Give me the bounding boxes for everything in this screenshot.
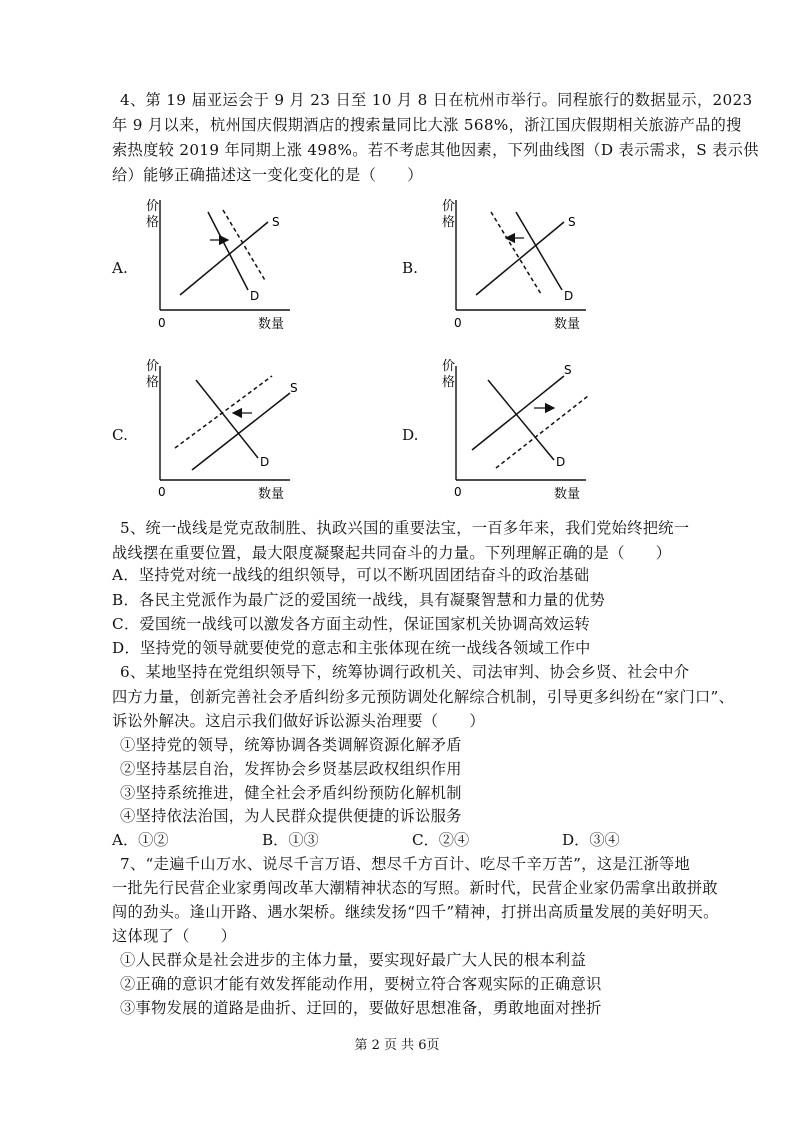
supply-curve (192, 393, 290, 470)
supply-demand-graph-d (436, 358, 596, 508)
origin-label: 0 (158, 316, 166, 330)
axis-qty-label: 数量 (554, 487, 581, 502)
supply-label: S (568, 215, 576, 229)
demand-label: D (250, 289, 260, 303)
supply-curve (180, 222, 268, 295)
q6-stem-line-3: 诉讼外解决。这启示我们做好诉讼源头治理要（ ） (112, 712, 485, 730)
origin-label: 0 (454, 316, 462, 330)
supply-demand-graph-b (436, 190, 596, 340)
q7-item-1: ①人民群众是社会进步的主体力量，要实现好最广大人民的根本利益 (120, 951, 587, 969)
q6-choice-a: A．①② (112, 831, 169, 849)
axis-price-label: 价 (146, 199, 160, 214)
q5-option-c: C．爱国统一战线可以激发各方面主动性，保证国家机关协调高效运转 (112, 615, 591, 633)
axis-price-label-2: 格 (442, 375, 456, 390)
q4-stem-line-1: 4、第 19 届亚运会于 9 月 23 日至 10 月 8 日在杭州市举行。同程旅行的数据显示，2023 (120, 91, 753, 109)
q6-choice-c: C．②④ (412, 831, 470, 849)
demand-label: D (556, 455, 566, 469)
graph-d-label: D. (402, 426, 419, 444)
q7-stem-line-1: 7、“走遍千山万水、说尽千言万语、想尽千方百计、吃尽千辛万苦”，这是江浙等地 (120, 855, 691, 873)
q5-option-b: B．各民主党派作为最广泛的爱国统一战线，具有凝聚智慧和力量的优势 (112, 591, 606, 609)
supply-curve (476, 222, 564, 295)
supply-curve-shifted (175, 376, 272, 448)
supply-demand-graph-a (140, 190, 300, 340)
q7-item-2: ②正确的意识才能有效发挥能动作用，要树立符合客观实际的正确意识 (120, 975, 602, 993)
demand-label: D (564, 289, 574, 303)
origin-label: 0 (158, 485, 166, 499)
demand-label: D (260, 455, 270, 469)
q6-choice-d: D．③④ (562, 831, 620, 849)
axis-price-label-2: 格 (146, 215, 160, 230)
q6-item-2: ②坚持基层自治，发挥协会乡贤基层政权组织作用 (120, 760, 462, 778)
axis-qty-label: 数量 (554, 317, 581, 332)
supply-label: S (290, 381, 298, 395)
demand-curve-shifted (491, 212, 541, 294)
supply-demand-graph-c (140, 358, 300, 508)
axis-price-label: 价 (146, 359, 160, 374)
supply-curve (472, 376, 564, 450)
axis-price-label: 价 (442, 359, 456, 374)
supply-label: S (272, 215, 280, 229)
q5-stem-line-2: 战线摆在重要位置，最大限度凝聚起共同奋斗的力量。下列理解正确的是（ ） (112, 544, 672, 562)
q6-item-3: ③坚持系统推进，健全社会矛盾纠纷预防化解机制 (120, 784, 462, 802)
axis-price-label: 价 (442, 199, 456, 214)
q5-option-d: D．坚持党的领导就要使党的意志和主张体现在统一战线各领域工作中 (112, 639, 591, 657)
q4-stem-line-4: 给）能够正确描述这一变化变化的是（ ） (112, 166, 423, 184)
q7-item-3: ③事物发展的道路是曲折、迂回的，要做好思想准备，勇敢地面对挫折 (120, 999, 602, 1017)
demand-curve-shifted (223, 210, 266, 282)
page-footer: 第 2 页 共 6页 (354, 1038, 440, 1053)
q7-stem-line-4: 这体现了（ ） (112, 927, 237, 945)
graph-a-label: A. (112, 259, 128, 277)
graph-c-label: C. (112, 426, 128, 444)
demand-curve (516, 212, 562, 290)
q6-item-4: ④坚持依法治国，为人民群众提供便捷的诉讼服务 (120, 807, 462, 825)
supply-label: S (564, 363, 572, 377)
q5-stem-line-1: 5、统一战线是党克敌制胜、执政兴国的重要法宝，一百多年来，我们党始终把统一 (120, 519, 690, 537)
q4-stem-line-2: 年 9 月以来，杭州国庆假期酒店的搜索量同比大涨 568%，浙江国庆假期相关旅游产品的搜 (112, 116, 742, 134)
origin-label: 0 (454, 485, 462, 499)
q6-choice-b: B．①③ (262, 831, 319, 849)
axis-qty-label: 数量 (258, 487, 285, 502)
graph-b-label: B. (402, 259, 418, 277)
q6-stem-line-1: 6、某地坚持在党组织领导下，统筹协调行政机关、司法审判、协会乡贤、社会中介 (120, 663, 690, 681)
axis-price-label-2: 格 (146, 375, 160, 390)
demand-curve (208, 212, 248, 290)
q6-stem-line-2: 四方力量，创新完善社会矛盾纠纷多元预防调处化解综合机制，引导更多纠纷在“家门口”、 (112, 688, 735, 706)
q4-stem-line-3: 索热度较 2019 年同期上涨 498%。若不考虑其他因素，下列曲线图（D 表示需求，S 表示供 (112, 141, 759, 159)
demand-curve (196, 380, 258, 458)
q7-stem-line-2: 一批先行民营企业家勇闯改革大潮精神状态的写照。新时代，民营企业家仍需拿出敢拼敢 (112, 879, 718, 897)
axis-qty-label: 数量 (258, 317, 285, 332)
q5-option-a: A．坚持党对统一战线的组织领导，可以不断巩固团结奋斗的政治基础 (112, 566, 590, 584)
axis-price-label-2: 格 (442, 215, 456, 230)
q6-item-1: ①坚持党的领导，统筹协调各类调解资源化解矛盾 (120, 736, 462, 754)
q7-stem-line-3: 闯的劲头。逢山开路、遇水架桥。继续发扬“四千”精神，打拼出高质量发展的美好明天。 (112, 903, 719, 921)
